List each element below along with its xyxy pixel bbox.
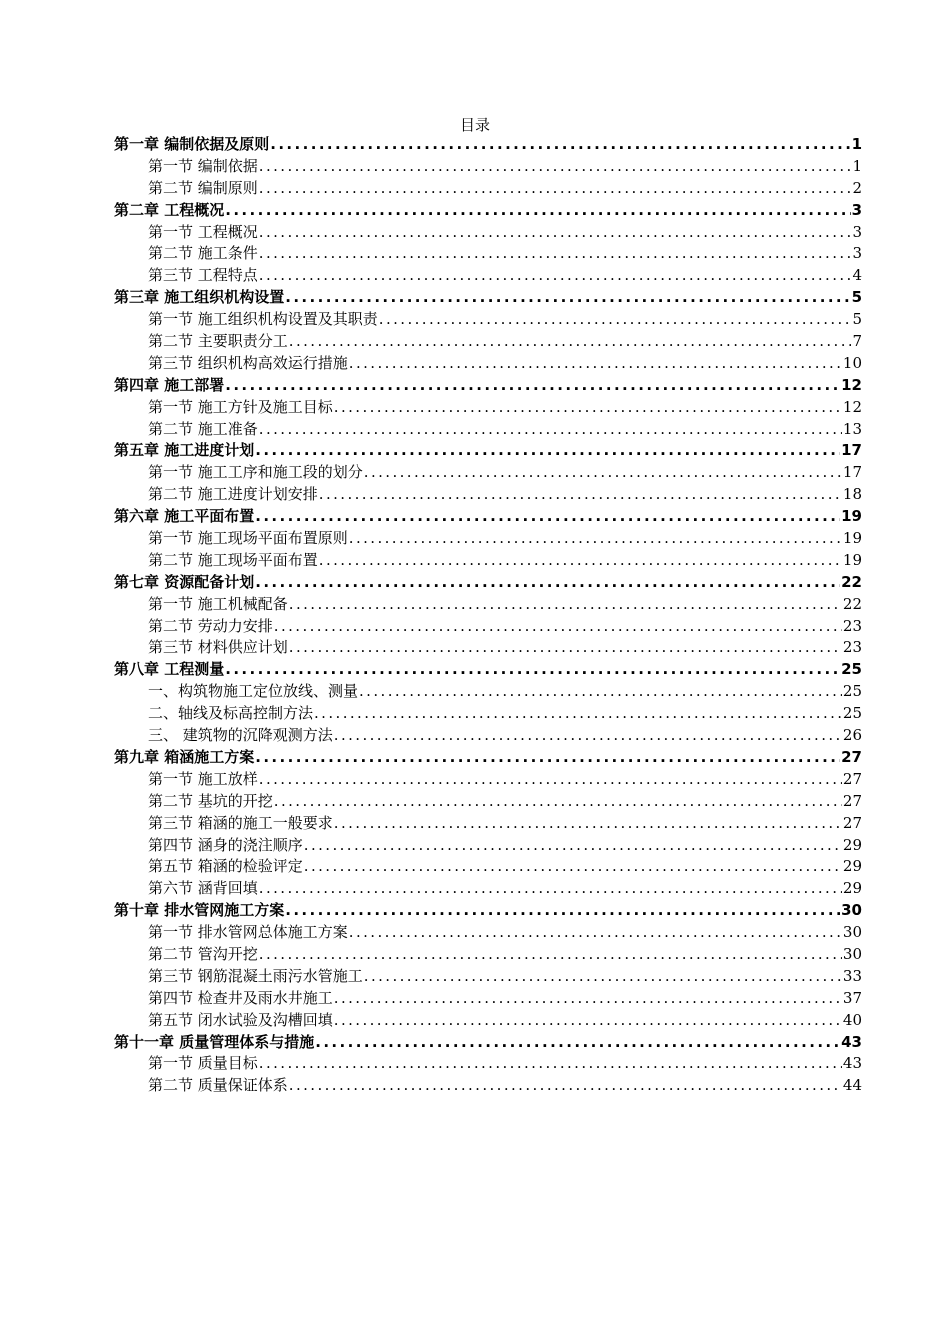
toc-page-number: 10 xyxy=(842,353,862,372)
toc-section-entry xyxy=(114,156,862,178)
toc-dot-leader xyxy=(255,572,840,594)
toc-dot-leader xyxy=(334,813,842,835)
toc-chapter-entry xyxy=(114,659,862,681)
toc-dot-leader xyxy=(255,747,840,769)
toc-page-number: 33 xyxy=(842,966,862,985)
toc-section-entry xyxy=(114,813,862,835)
toc-entry-label: 第三章 施工组织机构设置 xyxy=(114,288,285,307)
toc-page-number: 5 xyxy=(852,310,862,329)
toc-entry-label: 第四章 施工部署 xyxy=(114,375,225,394)
toc-page-number: 43 xyxy=(841,1032,862,1051)
toc-chapter-entry xyxy=(114,900,862,922)
toc-page-number: 2 xyxy=(852,178,862,197)
toc-section-entry xyxy=(114,462,862,484)
toc-entry-label: 第二节 主要职责分工 xyxy=(148,332,288,351)
toc-page-number: 26 xyxy=(842,726,862,745)
toc-entry-label: 第二节 施工现场平面布置 xyxy=(148,550,318,569)
toc-entry-label: 第五节 闭水试验及沟槽回填 xyxy=(148,1010,333,1029)
toc-entry-label: 第四节 检查井及雨水井施工 xyxy=(148,988,333,1007)
toc-section-entry xyxy=(114,922,862,944)
toc-page-number: 17 xyxy=(842,463,862,482)
toc-dot-leader xyxy=(289,331,852,353)
toc-chapter-entry xyxy=(114,1032,862,1054)
toc-dot-leader xyxy=(259,1053,842,1075)
toc-chapter-entry xyxy=(114,375,862,397)
toc-dot-leader xyxy=(334,725,842,747)
toc-entry-label: 二、轴线及标高控制方法 xyxy=(148,704,314,723)
toc-page-number: 1 xyxy=(852,156,862,175)
toc-entry-label: 第一节 施工现场平面布置原则 xyxy=(148,529,348,548)
toc-page-number: 19 xyxy=(841,507,862,526)
toc-dot-leader xyxy=(334,397,842,419)
toc-page-number: 3 xyxy=(852,244,862,263)
toc-entry-label: 第十章 排水管网施工方案 xyxy=(114,901,285,920)
toc-section-entry xyxy=(114,878,862,900)
toc-section-entry xyxy=(114,681,862,703)
toc-dot-leader xyxy=(225,200,850,222)
toc-dot-leader xyxy=(289,1075,842,1097)
toc-page-number: 29 xyxy=(842,879,862,898)
toc-page-number: 25 xyxy=(842,704,862,723)
toc-dot-leader xyxy=(359,681,842,703)
toc-page-number: 27 xyxy=(841,747,862,766)
toc-entry-label: 第三节 组织机构高效运行措施 xyxy=(148,353,348,372)
toc-page-number: 18 xyxy=(842,485,862,504)
toc-dot-leader xyxy=(225,375,840,397)
toc-dot-leader xyxy=(270,134,850,156)
toc-page-number: 12 xyxy=(842,397,862,416)
toc-dot-leader xyxy=(274,616,842,638)
toc-entry-label: 第五章 施工进度计划 xyxy=(114,441,255,460)
toc-chapter-entry xyxy=(114,506,862,528)
toc-page-number: 30 xyxy=(842,944,862,963)
toc-section-entry xyxy=(114,397,862,419)
toc-page-number: 30 xyxy=(842,923,862,942)
toc-page-number: 3 xyxy=(852,222,862,241)
toc-section-entry xyxy=(114,419,862,441)
toc-page-number: 25 xyxy=(842,682,862,701)
toc-entry-label: 第二章 工程概况 xyxy=(114,200,225,219)
toc-page-number: 13 xyxy=(842,419,862,438)
toc-dot-leader xyxy=(349,528,842,550)
toc-page-number: 23 xyxy=(842,638,862,657)
toc-dot-leader xyxy=(379,309,852,331)
toc-dot-leader xyxy=(334,988,842,1010)
toc-page-number: 25 xyxy=(841,660,862,679)
toc-entry-label: 第一节 施工工序和施工段的划分 xyxy=(148,463,363,482)
toc-dot-leader xyxy=(259,878,842,900)
toc-dot-leader xyxy=(259,265,852,287)
toc-dot-leader xyxy=(255,440,840,462)
toc-chapter-entry xyxy=(114,747,862,769)
toc-entry-label: 第三节 材料供应计划 xyxy=(148,638,288,657)
table-of-contents xyxy=(114,134,862,1097)
toc-section-entry xyxy=(114,265,862,287)
toc-section-entry xyxy=(114,988,862,1010)
toc-section-entry xyxy=(114,944,862,966)
toc-entry-label: 第六章 施工平面布置 xyxy=(114,507,255,526)
toc-dot-leader xyxy=(364,966,842,988)
toc-chapter-entry xyxy=(114,440,862,462)
toc-section-entry xyxy=(114,243,862,265)
toc-section-entry xyxy=(114,178,862,200)
toc-dot-leader xyxy=(259,156,852,178)
toc-page-number: 17 xyxy=(841,441,862,460)
toc-chapter-entry xyxy=(114,200,862,222)
toc-section-entry xyxy=(114,1053,862,1075)
toc-dot-leader xyxy=(349,922,842,944)
toc-entry-label: 第一节 排水管网总体施工方案 xyxy=(148,923,348,942)
toc-dot-leader xyxy=(255,506,840,528)
toc-entry-label: 第一节 工程概况 xyxy=(148,222,258,241)
toc-section-entry xyxy=(114,1075,862,1097)
toc-section-entry xyxy=(114,594,862,616)
toc-page-number: 27 xyxy=(842,769,862,788)
toc-page-number: 19 xyxy=(842,529,862,548)
toc-entry-label: 第八章 工程测量 xyxy=(114,660,225,679)
toc-section-entry xyxy=(114,791,862,813)
toc-entry-label: 第二节 编制原则 xyxy=(148,178,258,197)
toc-section-entry xyxy=(114,769,862,791)
toc-page-number: 5 xyxy=(851,288,862,307)
toc-dot-leader xyxy=(319,484,842,506)
toc-dot-leader xyxy=(304,835,842,857)
toc-entry-label: 第十一章 质量管理体系与措施 xyxy=(114,1032,315,1051)
toc-dot-leader xyxy=(319,550,842,572)
toc-dot-leader xyxy=(349,353,842,375)
toc-page-number: 22 xyxy=(841,572,862,591)
toc-entry-label: 第一节 施工放样 xyxy=(148,769,258,788)
toc-dot-leader xyxy=(315,1032,840,1054)
toc-entry-label: 第九章 箱涵施工方案 xyxy=(114,747,255,766)
toc-dot-leader xyxy=(314,703,842,725)
toc-section-entry xyxy=(114,484,862,506)
toc-dot-leader xyxy=(259,419,842,441)
toc-section-entry xyxy=(114,703,862,725)
toc-entry-label: 第二节 管沟开挖 xyxy=(148,944,258,963)
toc-dot-leader xyxy=(364,462,842,484)
toc-section-entry xyxy=(114,222,862,244)
toc-page-number: 40 xyxy=(842,1010,862,1029)
toc-entry-label: 第二节 施工条件 xyxy=(148,244,258,263)
toc-entry-label: 第五节 箱涵的检验评定 xyxy=(148,857,303,876)
toc-section-entry xyxy=(114,835,862,857)
toc-page-number: 1 xyxy=(851,135,862,153)
toc-title: 目录 xyxy=(459,116,490,134)
toc-entry-label: 第三节 钢筋混凝土雨污水管施工 xyxy=(148,966,363,985)
toc-section-entry xyxy=(114,1010,862,1032)
toc-entry-label: 第四节 涵身的浇注顺序 xyxy=(148,835,303,854)
toc-page-number: 29 xyxy=(842,857,862,876)
toc-section-entry xyxy=(114,966,862,988)
toc-entry-label: 第二节 质量保证体系 xyxy=(148,1076,288,1095)
toc-dot-leader xyxy=(259,944,842,966)
toc-page-number: 44 xyxy=(842,1076,862,1095)
toc-dot-leader xyxy=(225,659,840,681)
toc-entry-label: 第三节 工程特点 xyxy=(148,266,258,285)
toc-entry-label: 第一节 编制依据 xyxy=(148,156,258,175)
toc-entry-label: 第一章 编制依据及原则 xyxy=(114,135,270,153)
toc-page-number: 19 xyxy=(842,550,862,569)
toc-page-number: 43 xyxy=(842,1054,862,1073)
toc-page-number: 22 xyxy=(842,594,862,613)
toc-dot-leader xyxy=(334,1010,842,1032)
toc-page-number: 27 xyxy=(842,791,862,810)
toc-entry-label: 第二节 劳动力安排 xyxy=(148,616,273,635)
toc-entry-label: 第三节 箱涵的施工一般要求 xyxy=(148,813,333,832)
toc-dot-leader xyxy=(304,856,842,878)
toc-section-entry xyxy=(114,856,862,878)
toc-page-number: 7 xyxy=(852,332,862,351)
toc-entry-label: 第七章 资源配备计划 xyxy=(114,572,255,591)
toc-chapter-entry xyxy=(114,287,862,309)
toc-dot-leader xyxy=(259,222,852,244)
toc-section-entry xyxy=(114,725,862,747)
toc-dot-leader xyxy=(289,594,842,616)
toc-entry-label: 三、 建筑物的沉降观测方法 xyxy=(148,726,333,745)
toc-section-entry xyxy=(114,528,862,550)
toc-entry-label: 第六节 涵背回填 xyxy=(148,879,258,898)
toc-entry-label: 第二节 施工准备 xyxy=(148,419,258,438)
toc-entry-label: 第二节 基坑的开挖 xyxy=(148,791,273,810)
toc-chapter-entry xyxy=(114,134,862,156)
toc-page-number: 29 xyxy=(842,835,862,854)
toc-page-number: 12 xyxy=(841,375,862,394)
toc-section-entry xyxy=(114,309,862,331)
toc-entry-label: 第一节 施工方针及施工目标 xyxy=(148,397,333,416)
toc-dot-leader xyxy=(285,900,840,922)
toc-section-entry xyxy=(114,637,862,659)
toc-dot-leader xyxy=(274,791,842,813)
toc-entry-label: 第一节 施工机械配备 xyxy=(148,594,288,613)
toc-dot-leader xyxy=(259,243,852,265)
toc-section-entry xyxy=(114,550,862,572)
toc-entry-label: 第一节 质量目标 xyxy=(148,1054,258,1073)
toc-page-number: 4 xyxy=(852,266,862,285)
toc-section-entry xyxy=(114,331,862,353)
toc-page-number: 3 xyxy=(851,200,862,219)
toc-entry-label: 第一节 施工组织机构设置及其职责 xyxy=(148,310,378,329)
toc-dot-leader xyxy=(259,178,852,200)
toc-section-entry xyxy=(114,616,862,638)
toc-page-number: 37 xyxy=(842,988,862,1007)
toc-entry-label: 第二节 施工进度计划安排 xyxy=(148,485,318,504)
toc-page-number: 23 xyxy=(842,616,862,635)
toc-entry-label: 一、构筑物施工定位放线、测量 xyxy=(148,682,359,701)
toc-page-number: 30 xyxy=(841,901,862,920)
toc-dot-leader xyxy=(285,287,850,309)
toc-dot-leader xyxy=(289,637,842,659)
toc-section-entry xyxy=(114,353,862,375)
toc-chapter-entry xyxy=(114,572,862,594)
toc-page-number: 27 xyxy=(842,813,862,832)
toc-dot-leader xyxy=(259,769,842,791)
